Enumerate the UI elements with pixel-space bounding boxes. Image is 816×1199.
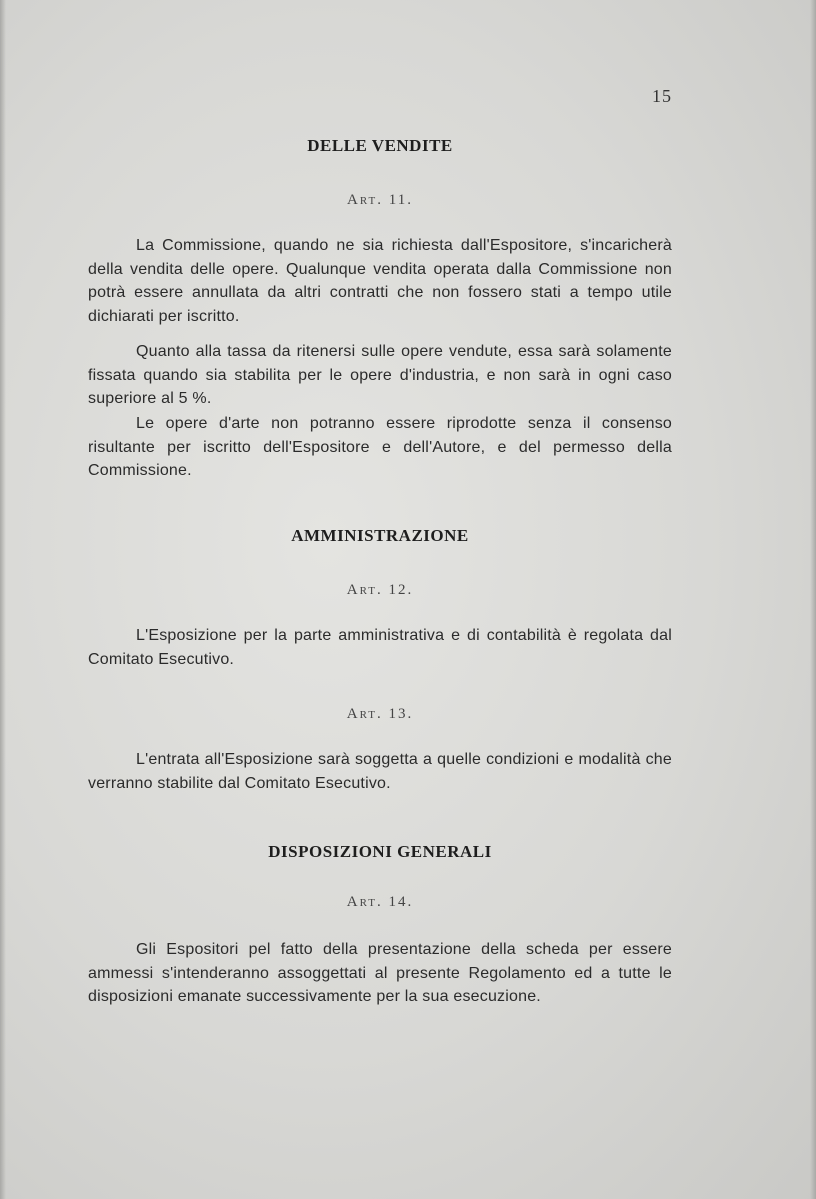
article-14-paragraph-1: Gli Espositori pel fatto della presentazione della scheda per essere ammessi s'intenderanno assoggettati al presente Regolamento ed a tutte le disposizioni emanate successivamente per la sua esecuzione. [88,941,672,1005]
article-11-paragraph-2: Quanto alla tassa da ritenersi sulle opere vendute, essa sarà solamente fissata quando sia stabilita per le opere d'industria, e non sarà in ogni caso superiore al 5 %. [88,343,672,407]
article-label: Art. 14. [346,894,414,910]
article-heading-12 [80,582,680,599]
article-13-paragraph-1: L'entrata all'Esposizione sarà soggetta a quelle condizioni e modalità che verranno stabilite dal Comitato Esecutivo. [88,751,672,792]
article-11-paragraph-1: La Commissione, quando ne sia richiesta dall'Espositore, s'incaricherà della vendita delle opere. Qualunque vendita operata dalla Commissione non potrà essere annullata da altri contratti che non fossero stati a tempo utile dichiarati per iscritto. [88,237,672,325]
page-number: 15 [652,86,672,106]
page-edge-shadow-right [810,0,816,1199]
section-title-disposizioni-generali: DISPOSIZIONI GENERALI [268,842,492,861]
article-label: Art. 11. [347,192,413,208]
article-11-paragraph-3: Le opere d'arte non potranno essere riprodotte senza il consenso risultante per iscritto dell'Espositore e dell'Autore, e del permesso della Commissione. [88,415,672,479]
section-title-delle-vendite: DELLE VENDITE [307,136,453,155]
article-heading-14 [80,894,680,911]
article-label: Art. 13. [346,706,414,722]
page-edge-shadow-left [0,0,6,1199]
article-heading-11 [80,192,680,209]
section-title-amministrazione: AMMINISTRAZIONE [291,526,469,545]
article-12-paragraph-1: L'Esposizione per la parte amministrativa e di contabilità è regolata dal Comitato Esecutivo. [88,627,672,668]
article-heading-13 [80,706,680,723]
article-label: Art. 12. [346,582,414,598]
